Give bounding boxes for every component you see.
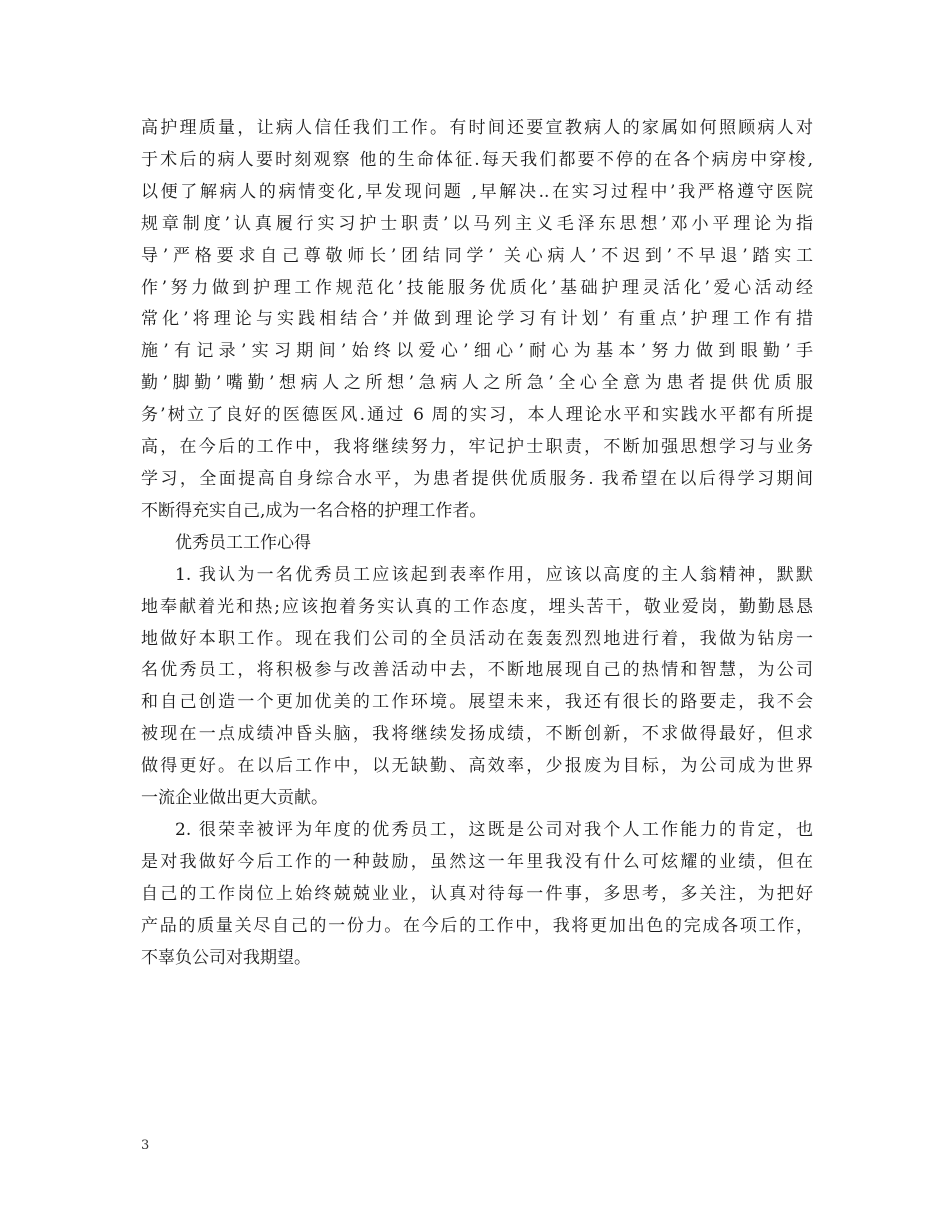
- text-line: 高护理质量，让病人信任我们工作。有时间还要宣教病人的家属如何照顾病人对: [141, 118, 813, 138]
- text-line: 地做好本职工作。现在我们公司的全员活动在轰轰烈烈地进行着，我做为钻房一: [141, 628, 813, 649]
- text-line: 常化’将理论与实践相结合’并做到理论学习有计划’ 有重点’护理工作有措: [141, 309, 813, 330]
- text-line: 导’严格要求自己尊敬师长’团结同学’ 关心病人’不迟到’不早退’踏实工: [141, 245, 813, 266]
- section-title: 优秀员工工作心得: [175, 532, 311, 553]
- text-line: 规章制度’认真履行实习护士职责’以马列主义毛泽东思想’邓小平理论为指: [141, 213, 813, 234]
- document-body: [141, 113, 813, 974]
- text-line: 勤’脚勤’嘴勤’想病人之所想’急病人之所急’全心全意为患者提供优质服: [141, 373, 813, 394]
- text-line: 产品的质量关尽自己的一份力。在今后的工作中，我将更加出色的完成各项工作，: [141, 915, 813, 936]
- text-line: 以便了解病人的病情变化,早发现问题 ,早解决..在实习过程中’我严格遵守医院: [141, 181, 813, 202]
- paragraph-2: [141, 815, 813, 975]
- text-line: 地奉献着光和热;应该抱着务实认真的工作态度，埋头苦干，敬业爱岗，勤勤恳恳: [141, 596, 813, 617]
- text-line: 被现在一点成绩冲昏头脑，我将继续发扬成绩，不断创新，不求做得最好，但求: [141, 724, 813, 745]
- text-line: 1. 我认为一名优秀员工应该起到表率作用，应该以高度的主人翁精神，默默: [175, 564, 813, 585]
- text-line: 务’树立了良好的医德医风.通过 6 周的实习，本人理论水平和实践水平都有所提: [141, 405, 813, 426]
- text-line: 不断得充实自己,成为一名合格的护理工作者。: [141, 500, 487, 521]
- text-line: 一流企业做出更大贡献。: [141, 788, 328, 809]
- text-line: 和自己创造一个更加优美的工作环境。展望未来，我还有很长的路要走，我不会: [141, 692, 813, 713]
- text-line: 学习，全面提高自身综合水平，为患者提供优质服务. 我希望在以后得学习期间: [141, 468, 813, 489]
- text-line: 于术后的病人要时刻观察 他的生命体征.每天我们都要不停的在各个病房中穿梭,: [141, 149, 813, 170]
- text-line: 2. 很荣幸被评为年度的优秀员工，这既是公司对我个人工作能力的肯定，也: [175, 819, 813, 840]
- paragraph-1: [141, 560, 813, 815]
- text-line: 高，在今后的工作中，我将继续努力，牢记护士职责，不断加强思想学习与业务: [141, 437, 813, 458]
- text-line: 是对我做好今后工作的一种鼓励，虽然这一年里我没有什么可炫耀的业绩，但在: [141, 851, 813, 872]
- text-line: 自己的工作岗位上始终兢兢业业，认真对待每一件事，多思考，多关注，为把好: [141, 883, 813, 904]
- text-line: 作’努力做到护理工作规范化’技能服务优质化’基础护理灵活化’爱心活动经: [141, 277, 813, 298]
- intro-paragraph: [141, 113, 813, 528]
- text-line: 不辜负公司对我期望。: [141, 947, 311, 968]
- text-line: 名优秀员工，将积极参与改善活动中去，不断地展现自己的热情和智慧，为公司: [141, 660, 813, 681]
- text-line: 施’有记录’实习期间’始终以爱心’细心’耐心为基本’努力做到眼勤’手: [141, 341, 813, 362]
- text-line: 做得更好。在以后工作中，以无缺勤、高效率，少报废为目标，为公司成为世界: [141, 756, 813, 777]
- page-number: 3: [141, 1138, 150, 1153]
